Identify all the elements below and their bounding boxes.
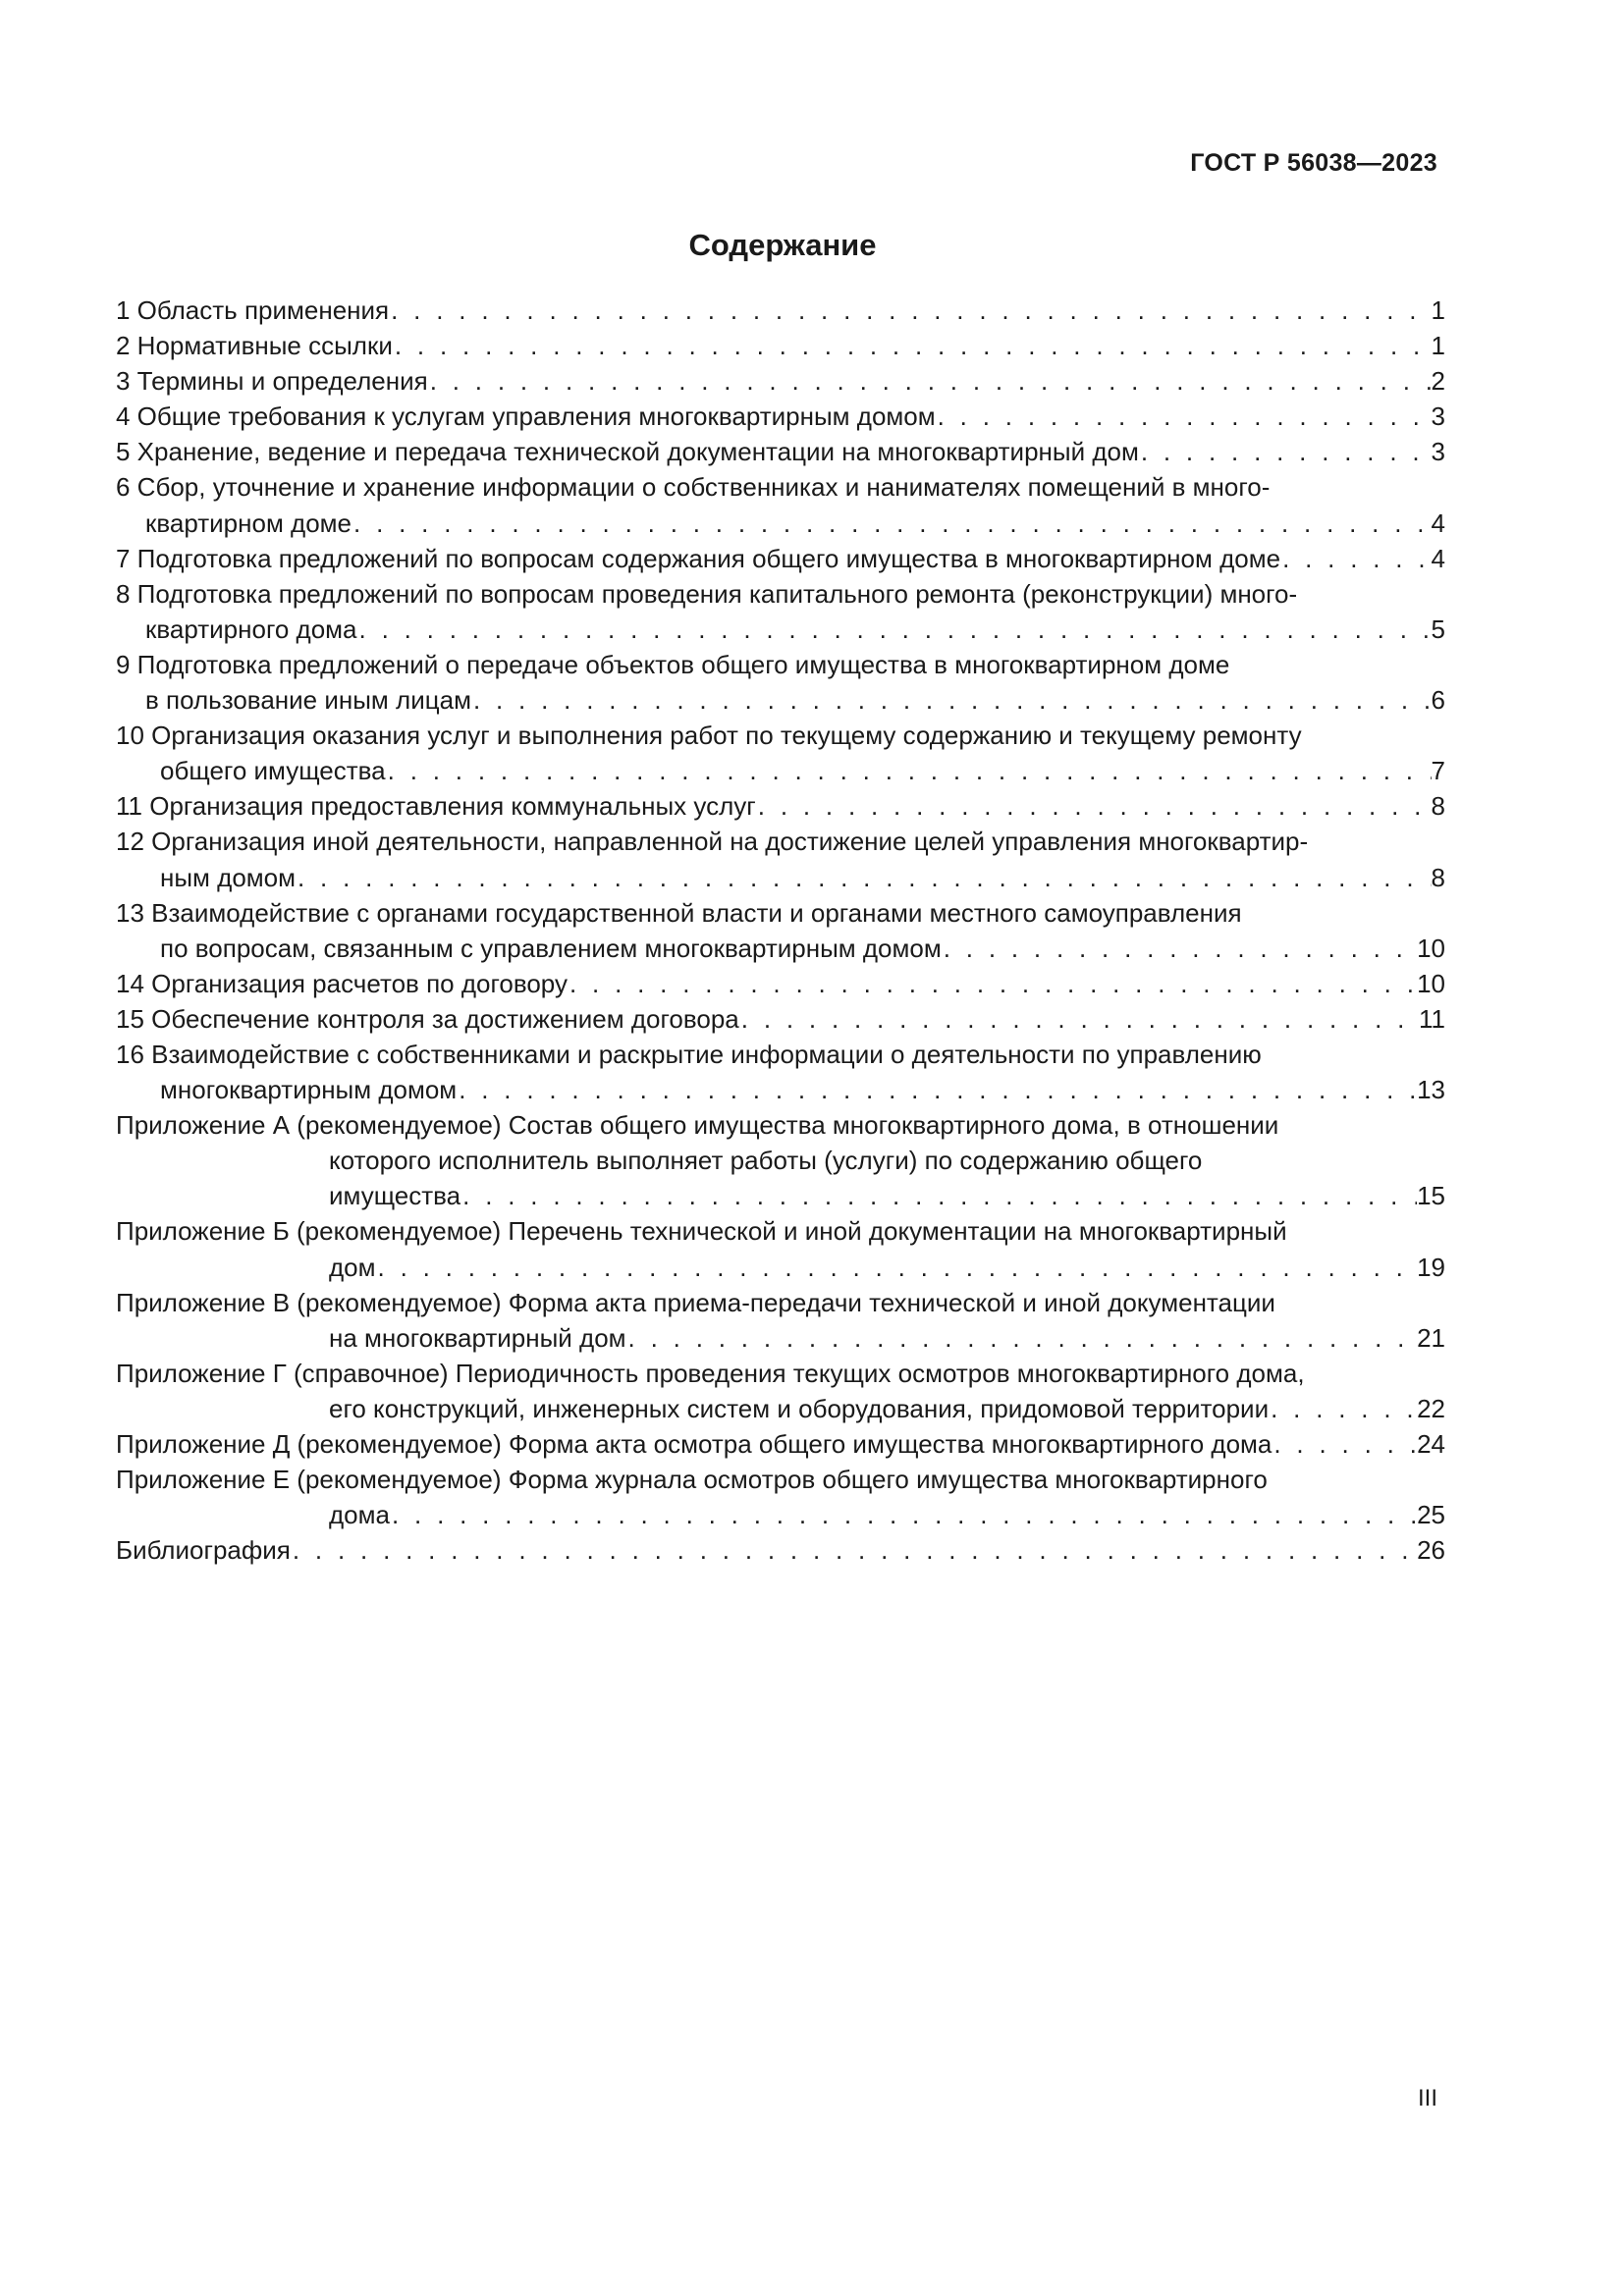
toc-page-number: 1 [1431, 295, 1445, 325]
toc-entry-text: 7 Подготовка предложений по вопросам содержания общего имущества в многоквартирном доме [116, 543, 1281, 573]
toc-line [116, 682, 1445, 718]
dot-leader [942, 931, 1417, 966]
toc-entry[interactable] [116, 434, 1445, 469]
toc-page-number: 15 [1417, 1181, 1445, 1211]
toc-line [116, 824, 1445, 859]
toc-entry-text: 1 Область применения [116, 295, 390, 325]
toc-line [116, 1532, 1445, 1568]
toc-page-number: 10 [1417, 968, 1445, 998]
toc-entry[interactable] [116, 1426, 1445, 1462]
dot-leader [296, 860, 1432, 895]
toc-line [116, 1037, 1445, 1072]
toc-entry-text: Приложение Г (справочное) Периодичность проведения текущих осмотров многоквартирного дома, [116, 1358, 1305, 1388]
toc-page-number: 4 [1431, 507, 1445, 538]
toc-entry-text: Приложение Б (рекомендуемое) Перечень технической и иной документации на многоквартирный [116, 1216, 1287, 1247]
toc-entry-text: 14 Организация расчетов по договору [116, 968, 568, 998]
dot-leader [1272, 1426, 1417, 1462]
toc-page-number: 21 [1417, 1322, 1445, 1353]
toc-line [116, 1320, 1445, 1356]
toc-entry[interactable] [116, 718, 1445, 788]
page-title: Содержание [688, 228, 877, 262]
toc-line [116, 1178, 1445, 1213]
toc-line [116, 1497, 1445, 1532]
dot-leader [390, 1497, 1417, 1532]
toc-entry[interactable] [116, 824, 1445, 894]
toc-line [116, 1285, 1445, 1320]
toc-page-number: 5 [1431, 614, 1445, 644]
dot-leader [1269, 1391, 1417, 1426]
toc-page-number: 1 [1431, 331, 1445, 361]
dot-leader [352, 506, 1432, 541]
toc-page-number: 24 [1417, 1429, 1445, 1459]
toc-entry[interactable] [116, 1107, 1445, 1213]
dot-leader [376, 1250, 1418, 1285]
toc-entry-text: квартирного дома [145, 614, 357, 644]
toc-page-number: 26 [1417, 1535, 1445, 1566]
toc-entry[interactable] [116, 1001, 1445, 1037]
toc-entry[interactable] [116, 895, 1445, 966]
toc-entry[interactable] [116, 788, 1445, 824]
toc-entry-text: Библиография [116, 1535, 291, 1566]
toc-entry[interactable] [116, 1462, 1445, 1532]
toc-line [116, 506, 1445, 541]
dot-leader [428, 363, 1432, 399]
toc-line [116, 541, 1445, 576]
toc-line [116, 1001, 1445, 1037]
toc-line [116, 1143, 1445, 1178]
toc-page-number: 10 [1417, 933, 1445, 963]
toc-line [116, 576, 1445, 612]
toc-line [116, 718, 1445, 753]
toc-entry[interactable] [116, 293, 1445, 328]
dot-leader [389, 293, 1431, 328]
dot-leader [393, 328, 1432, 363]
toc-entry-text: ным домом [160, 862, 296, 892]
toc-entry-text: 3 Термины и определения [116, 366, 428, 397]
toc-line [116, 895, 1445, 931]
toc-page-number: 2 [1431, 366, 1445, 397]
toc-line [116, 293, 1445, 328]
toc-entry[interactable] [116, 576, 1445, 647]
dot-leader [460, 1178, 1417, 1213]
toc-line [116, 1213, 1445, 1249]
page-number: III [1417, 2085, 1437, 2111]
toc-entry-text: 13 Взаимодействие с органами государственной власти и органами местного самоуправления [116, 897, 1242, 928]
toc-entry[interactable] [116, 1356, 1445, 1426]
toc-page-number: 13 [1417, 1075, 1445, 1105]
toc-line [116, 1250, 1445, 1285]
toc-entry[interactable] [116, 647, 1445, 718]
toc-entry-text: его конструкций, инженерных систем и оборудования, придомовой территории [329, 1393, 1270, 1423]
toc-page-number: 3 [1431, 437, 1445, 467]
toc-line [116, 1072, 1445, 1107]
toc-page-number: 7 [1431, 756, 1445, 786]
toc-page-number: 8 [1431, 791, 1445, 822]
toc-line [116, 612, 1445, 647]
toc-line [116, 966, 1445, 1001]
toc-page-number: 6 [1431, 685, 1445, 716]
toc-line [116, 860, 1445, 895]
toc-entry-text: 12 Организация иной деятельности, направленной на достижение целей управления многоквартир- [116, 827, 1309, 857]
toc-line [116, 328, 1445, 363]
dot-leader [626, 1320, 1418, 1356]
toc-entry[interactable] [116, 469, 1445, 540]
dot-leader [568, 966, 1417, 1001]
toc-entry-text: 8 Подготовка предложений по вопросам проведения капитального ремонта (реконструкции) много- [116, 578, 1298, 609]
toc-line [116, 469, 1445, 505]
toc-line [116, 1356, 1445, 1391]
toc-line [116, 647, 1445, 682]
dot-leader [386, 753, 1432, 788]
toc-entry-text: которого исполнитель выполняет работы (услуги) по содержанию общего [329, 1146, 1203, 1176]
toc-entry-text: квартирном доме [145, 507, 352, 538]
toc-entry-text: дом [329, 1252, 376, 1282]
toc-line [116, 363, 1445, 399]
toc-line [116, 1462, 1445, 1497]
dot-leader [291, 1532, 1417, 1568]
toc-page-number: 25 [1417, 1500, 1445, 1530]
toc-entry-text: дома [329, 1500, 390, 1530]
toc-entry[interactable] [116, 1213, 1445, 1284]
toc-entry[interactable] [116, 1285, 1445, 1356]
toc-line [116, 788, 1445, 824]
toc-line [116, 434, 1445, 469]
toc-entry-text: на многоквартирный дом [329, 1322, 626, 1353]
toc-entry-text: 15 Обеспечение контроля за достижением договора [116, 1003, 739, 1034]
document-code: ГОСТ Р 56038—2023 [1190, 149, 1437, 177]
toc-line [116, 931, 1445, 966]
toc-entry-text: 9 Подготовка предложений о передаче объектов общего имущества в многоквартирном доме [116, 649, 1230, 679]
toc-entry-text: 16 Взаимодействие с собственниками и раскрытие информации о деятельности по управлению [116, 1039, 1262, 1069]
dot-leader [471, 682, 1432, 718]
toc-page-number: 3 [1431, 401, 1445, 432]
toc-page-number: 8 [1431, 862, 1445, 892]
dot-leader [936, 399, 1432, 434]
toc-entry-text: по вопросам, связанным с управлением многоквартирным домом [160, 933, 942, 963]
toc-entry-text: 10 Организация оказания услуг и выполнения работ по текущему содержанию и текущему ремонту [116, 721, 1302, 751]
toc-entry-text: Приложение Е (рекомендуемое) Форма журнала осмотров общего имущества многоквартирного [116, 1465, 1268, 1495]
toc-entry-text: 5 Хранение, ведение и передача технической документации на многоквартирный дом [116, 437, 1139, 467]
toc-entry-text: 2 Нормативные ссылки [116, 331, 393, 361]
toc-line [116, 1391, 1445, 1426]
dot-leader [756, 788, 1432, 824]
toc-entry-text: 4 Общие требования к услугам управления многоквартирным домом [116, 401, 936, 432]
toc-entry[interactable] [116, 363, 1445, 399]
toc-page-number: 19 [1417, 1252, 1445, 1282]
toc-entry[interactable] [116, 399, 1445, 434]
toc-entry[interactable] [116, 541, 1445, 576]
toc-entry-text: Приложение Д (рекомендуемое) Форма акта осмотра общего имущества многоквартирного дома [116, 1429, 1272, 1459]
toc-entry-text: многоквартирным домом [160, 1075, 458, 1105]
toc-entry-text: Приложение В (рекомендуемое) Форма акта приема-передачи технической и иной документации [116, 1287, 1275, 1317]
toc-entry[interactable] [116, 966, 1445, 1001]
toc-entry-text: 6 Сбор, уточнение и хранение информации о собственниках и нанимателях помещений в много- [116, 472, 1271, 503]
toc-entry-text: Приложение А (рекомендуемое) Состав общего имущества многоквартирного дома, в отношении [116, 1110, 1279, 1141]
toc-entry[interactable] [116, 1037, 1445, 1107]
toc-page-number: 22 [1417, 1393, 1445, 1423]
toc-line [116, 753, 1445, 788]
dot-leader [1280, 541, 1431, 576]
toc-page-number: 11 [1419, 1003, 1445, 1034]
toc-line [116, 1107, 1445, 1143]
toc-entry-text: общего имущества [160, 756, 386, 786]
toc-entry-text: в пользование иным лицам [145, 685, 471, 716]
table-of-contents [116, 293, 1445, 1568]
toc-page-number: 4 [1431, 543, 1445, 573]
dot-leader [1139, 434, 1432, 469]
dot-leader [457, 1072, 1417, 1107]
toc-entry[interactable] [116, 1532, 1445, 1568]
dot-leader [739, 1001, 1419, 1037]
toc-line [116, 1426, 1445, 1462]
dot-leader [357, 612, 1432, 647]
toc-entry-text: имущества [329, 1181, 461, 1211]
toc-entry[interactable] [116, 328, 1445, 363]
toc-line [116, 399, 1445, 434]
toc-entry-text: 11 Организация предоставления коммунальных услуг [116, 791, 756, 822]
